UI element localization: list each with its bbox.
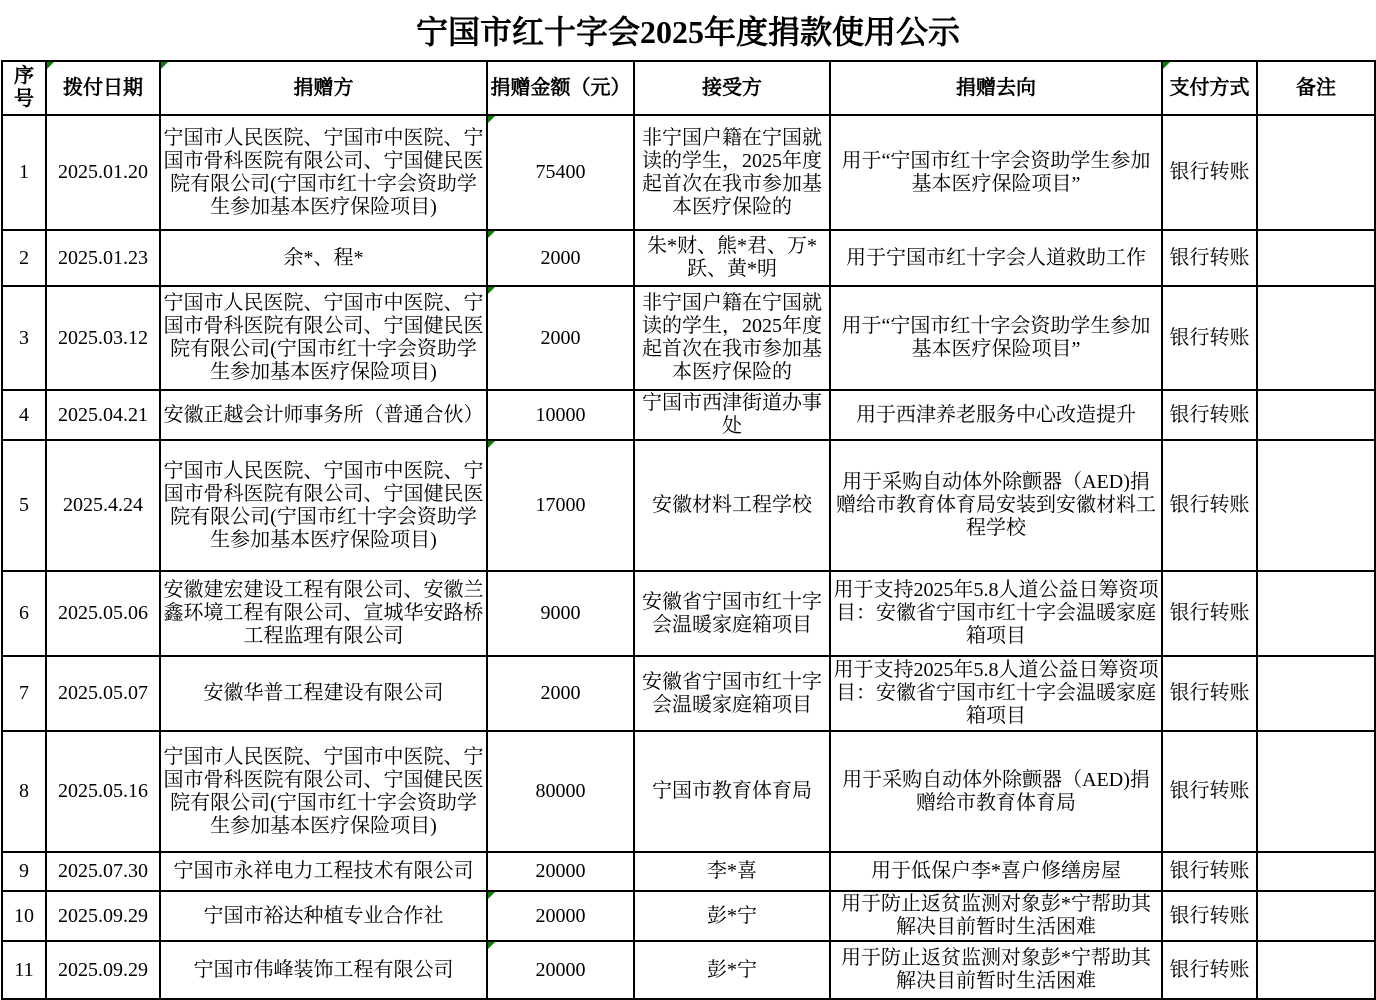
cell-donor: 安徽正越会计师事务所（普通合伙）: [160, 390, 487, 440]
cell-amount: [487, 891, 634, 941]
header-date-label: 拨付日期: [63, 76, 143, 99]
excel-triangle-icon: [488, 441, 495, 448]
cell-amount: [487, 390, 634, 440]
cell-amount: [487, 440, 634, 571]
cell-receiver: 非宁国户籍在宁国就读的学生，2025年度起首次在我市参加基本医疗保险的: [634, 115, 830, 230]
cell-seq: 1: [2, 115, 46, 230]
cell-payment: 银行转账: [1162, 656, 1257, 731]
table-row-1: [2, 115, 1375, 230]
excel-triangle-icon: [488, 231, 495, 238]
cell-payment: 银行转账: [1162, 440, 1257, 571]
cell-seq: 6: [2, 571, 46, 656]
donation-table: [1, 60, 1376, 1000]
table-row-8: [2, 731, 1375, 852]
cell-donor: 安徽建宏建设工程有限公司、安徽兰鑫环境工程有限公司、宣城华安路桥工程监理有限公司: [160, 571, 487, 656]
header-row: [2, 61, 1375, 115]
cell-seq: 8: [2, 731, 46, 852]
cell-amount: [487, 731, 634, 852]
cell-purpose: 用于防止返贫监测对象彭*宁帮助其解决目前暂时生活困难: [830, 941, 1162, 999]
cell-receiver: 安徽省宁国市红十字会温暖家庭箱项目: [634, 656, 830, 731]
amount-value: 17000: [535, 494, 586, 516]
cell-date: 2025.05.07: [46, 656, 160, 731]
cell-donor: 宁国市人民医院、宁国市中医院、宁国市骨科医院有限公司、宁国健民医院有限公司(宁国市红十字会资助学生参加基本医疗保险项目): [160, 115, 487, 230]
table-body: [2, 115, 1375, 999]
cell-seq: 10: [2, 891, 46, 941]
cell-seq: 11: [2, 941, 46, 999]
cell-purpose: 用于“宁国市红十字会资助学生参加基本医疗保险项目”: [830, 115, 1162, 230]
amount-value: 2000: [540, 682, 581, 704]
cell-purpose: 用于西津养老服务中心改造提升: [830, 390, 1162, 440]
cell-date: 2025.09.29: [46, 891, 160, 941]
cell-receiver: 宁国市西津街道办事处: [634, 390, 830, 440]
cell-payment: 银行转账: [1162, 286, 1257, 390]
table-row-9: [2, 852, 1375, 891]
cell-remark: [1257, 852, 1375, 891]
cell-purpose: 用于宁国市红十字会人道救助工作: [830, 230, 1162, 286]
amount-value: 2000: [540, 326, 581, 349]
excel-triangle-icon: [1163, 62, 1170, 69]
amount-value: 75400: [535, 161, 586, 183]
cell-payment: 银行转账: [1162, 941, 1257, 999]
cell-amount: [487, 941, 634, 999]
header-receiver: 接受方: [634, 61, 830, 115]
excel-triangle-icon: [488, 116, 495, 123]
cell-donor: 宁国市人民医院、宁国市中医院、宁国市骨科医院有限公司、宁国健民医院有限公司(宁国市红十字会资助学生参加基本医疗保险项目): [160, 731, 487, 852]
cell-receiver: 李*喜: [634, 852, 830, 891]
header-payment-label: 支付方式: [1169, 76, 1250, 99]
cell-amount: [487, 852, 634, 891]
cell-purpose: 用于采购自动体外除颤器（AED)捐赠给市教育体育局: [830, 731, 1162, 852]
amount-value: 80000: [535, 780, 586, 802]
cell-purpose: 用于支持2025年5.8人道公益日筹资项目：安徽省宁国市红十字会温暖家庭箱项目: [830, 571, 1162, 656]
cell-donor: 宁国市伟峰装饰工程有限公司: [160, 941, 487, 999]
amount-value: 20000: [535, 958, 586, 981]
cell-amount: [487, 571, 634, 656]
cell-remark: [1257, 440, 1375, 571]
header-payment: [1162, 61, 1257, 115]
cell-payment: 银行转账: [1162, 230, 1257, 286]
excel-triangle-icon: [488, 892, 495, 899]
cell-remark: [1257, 941, 1375, 999]
cell-seq: 7: [2, 656, 46, 731]
cell-seq: 5: [2, 440, 46, 571]
cell-seq: 4: [2, 390, 46, 440]
cell-donor: 余*、程*: [160, 230, 487, 286]
cell-payment: 银行转账: [1162, 852, 1257, 891]
cell-purpose: 用于采购自动体外除颤器（AED)捐赠给市教育体育局安装到安徽材料工程学校: [830, 440, 1162, 571]
cell-seq: 2: [2, 230, 46, 286]
table-row-4: [2, 390, 1375, 440]
cell-date: 2025.07.30: [46, 852, 160, 891]
table-row-6: [2, 571, 1375, 656]
table-row-7: [2, 656, 1375, 731]
header-remark: 备注: [1257, 61, 1375, 115]
cell-purpose: 用于低保户李*喜户修缮房屋: [830, 852, 1162, 891]
cell-payment: 银行转账: [1162, 571, 1257, 656]
cell-purpose: 用于防止返贫监测对象彭*宁帮助其解决目前暂时生活困难: [830, 891, 1162, 941]
excel-triangle-icon: [161, 62, 168, 69]
cell-remark: [1257, 286, 1375, 390]
cell-purpose: 用于“宁国市红十字会资助学生参加基本医疗保险项目”: [830, 286, 1162, 390]
cell-amount: [487, 286, 634, 390]
cell-amount: [487, 115, 634, 230]
cell-receiver: 安徽省宁国市红十字会温暖家庭箱项目: [634, 571, 830, 656]
cell-seq: 9: [2, 852, 46, 891]
header-amount: 捐赠金额（元）: [487, 61, 634, 115]
cell-seq: 3: [2, 286, 46, 390]
cell-donor: 宁国市裕达种植专业合作社: [160, 891, 487, 941]
cell-remark: [1257, 390, 1375, 440]
table-row-2: [2, 230, 1375, 286]
cell-payment: 银行转账: [1162, 115, 1257, 230]
cell-remark: [1257, 731, 1375, 852]
cell-date: 2025.05.16: [46, 731, 160, 852]
cell-date: 2025.05.06: [46, 571, 160, 656]
cell-remark: [1257, 656, 1375, 731]
cell-date: 2025.09.29: [46, 941, 160, 999]
cell-payment: 银行转账: [1162, 891, 1257, 941]
cell-donor: 宁国市永祥电力工程技术有限公司: [160, 852, 487, 891]
cell-remark: [1257, 891, 1375, 941]
cell-donor: 宁国市人民医院、宁国市中医院、宁国市骨科医院有限公司、宁国健民医院有限公司(宁国市红十字会资助学生参加基本医疗保险项目): [160, 286, 487, 390]
cell-purpose: 用于支持2025年5.8人道公益日筹资项目：安徽省宁国市红十字会温暖家庭箱项目: [830, 656, 1162, 731]
table-row-10: [2, 891, 1375, 941]
header-seq: 序号: [2, 61, 46, 115]
cell-donor: 宁国市人民医院、宁国市中医院、宁国市骨科医院有限公司、宁国健民医院有限公司(宁国市红十字会资助学生参加基本医疗保险项目): [160, 440, 487, 571]
table-row-11: [2, 941, 1375, 999]
amount-value: 10000: [535, 403, 586, 426]
excel-triangle-icon: [488, 942, 495, 949]
header-date: [46, 61, 160, 115]
table-row-5: [2, 440, 1375, 571]
cell-payment: 银行转账: [1162, 390, 1257, 440]
cell-date: 2025.03.12: [46, 286, 160, 390]
header-donor-label: 捐赠方: [293, 76, 354, 99]
cell-date: 2025.01.20: [46, 115, 160, 230]
table-header: [2, 61, 1375, 115]
page-title: 宁国市红十字会2025年度捐款使用公示: [415, 14, 960, 50]
cell-receiver: 安徽材料工程学校: [634, 440, 830, 571]
cell-remark: [1257, 571, 1375, 656]
amount-value: 20000: [535, 904, 586, 927]
cell-receiver: 宁国市教育体育局: [634, 731, 830, 852]
cell-date: 2025.4.24: [46, 440, 160, 571]
cell-donor: 安徽华普工程建设有限公司: [160, 656, 487, 731]
cell-receiver: 非宁国户籍在宁国就读的学生，2025年度起首次在我市参加基本医疗保险的: [634, 286, 830, 390]
cell-payment: 银行转账: [1162, 731, 1257, 852]
cell-receiver: 彭*宁: [634, 891, 830, 941]
cell-remark: [1257, 115, 1375, 230]
table-row-3: [2, 286, 1375, 390]
excel-triangle-icon: [488, 287, 495, 294]
amount-value: 2000: [540, 246, 581, 269]
amount-value: 20000: [535, 860, 586, 882]
cell-date: 2025.01.23: [46, 230, 160, 286]
excel-triangle-icon: [47, 62, 54, 69]
cell-receiver: 彭*宁: [634, 941, 830, 999]
cell-receiver: 朱*财、熊*君、万*跃、黄*明: [634, 230, 830, 286]
cell-remark: [1257, 230, 1375, 286]
amount-value: 9000: [540, 602, 581, 624]
cell-amount: [487, 230, 634, 286]
cell-amount: [487, 656, 634, 731]
header-donor: [160, 61, 487, 115]
cell-date: 2025.04.21: [46, 390, 160, 440]
header-purpose: 捐赠去向: [830, 61, 1162, 115]
